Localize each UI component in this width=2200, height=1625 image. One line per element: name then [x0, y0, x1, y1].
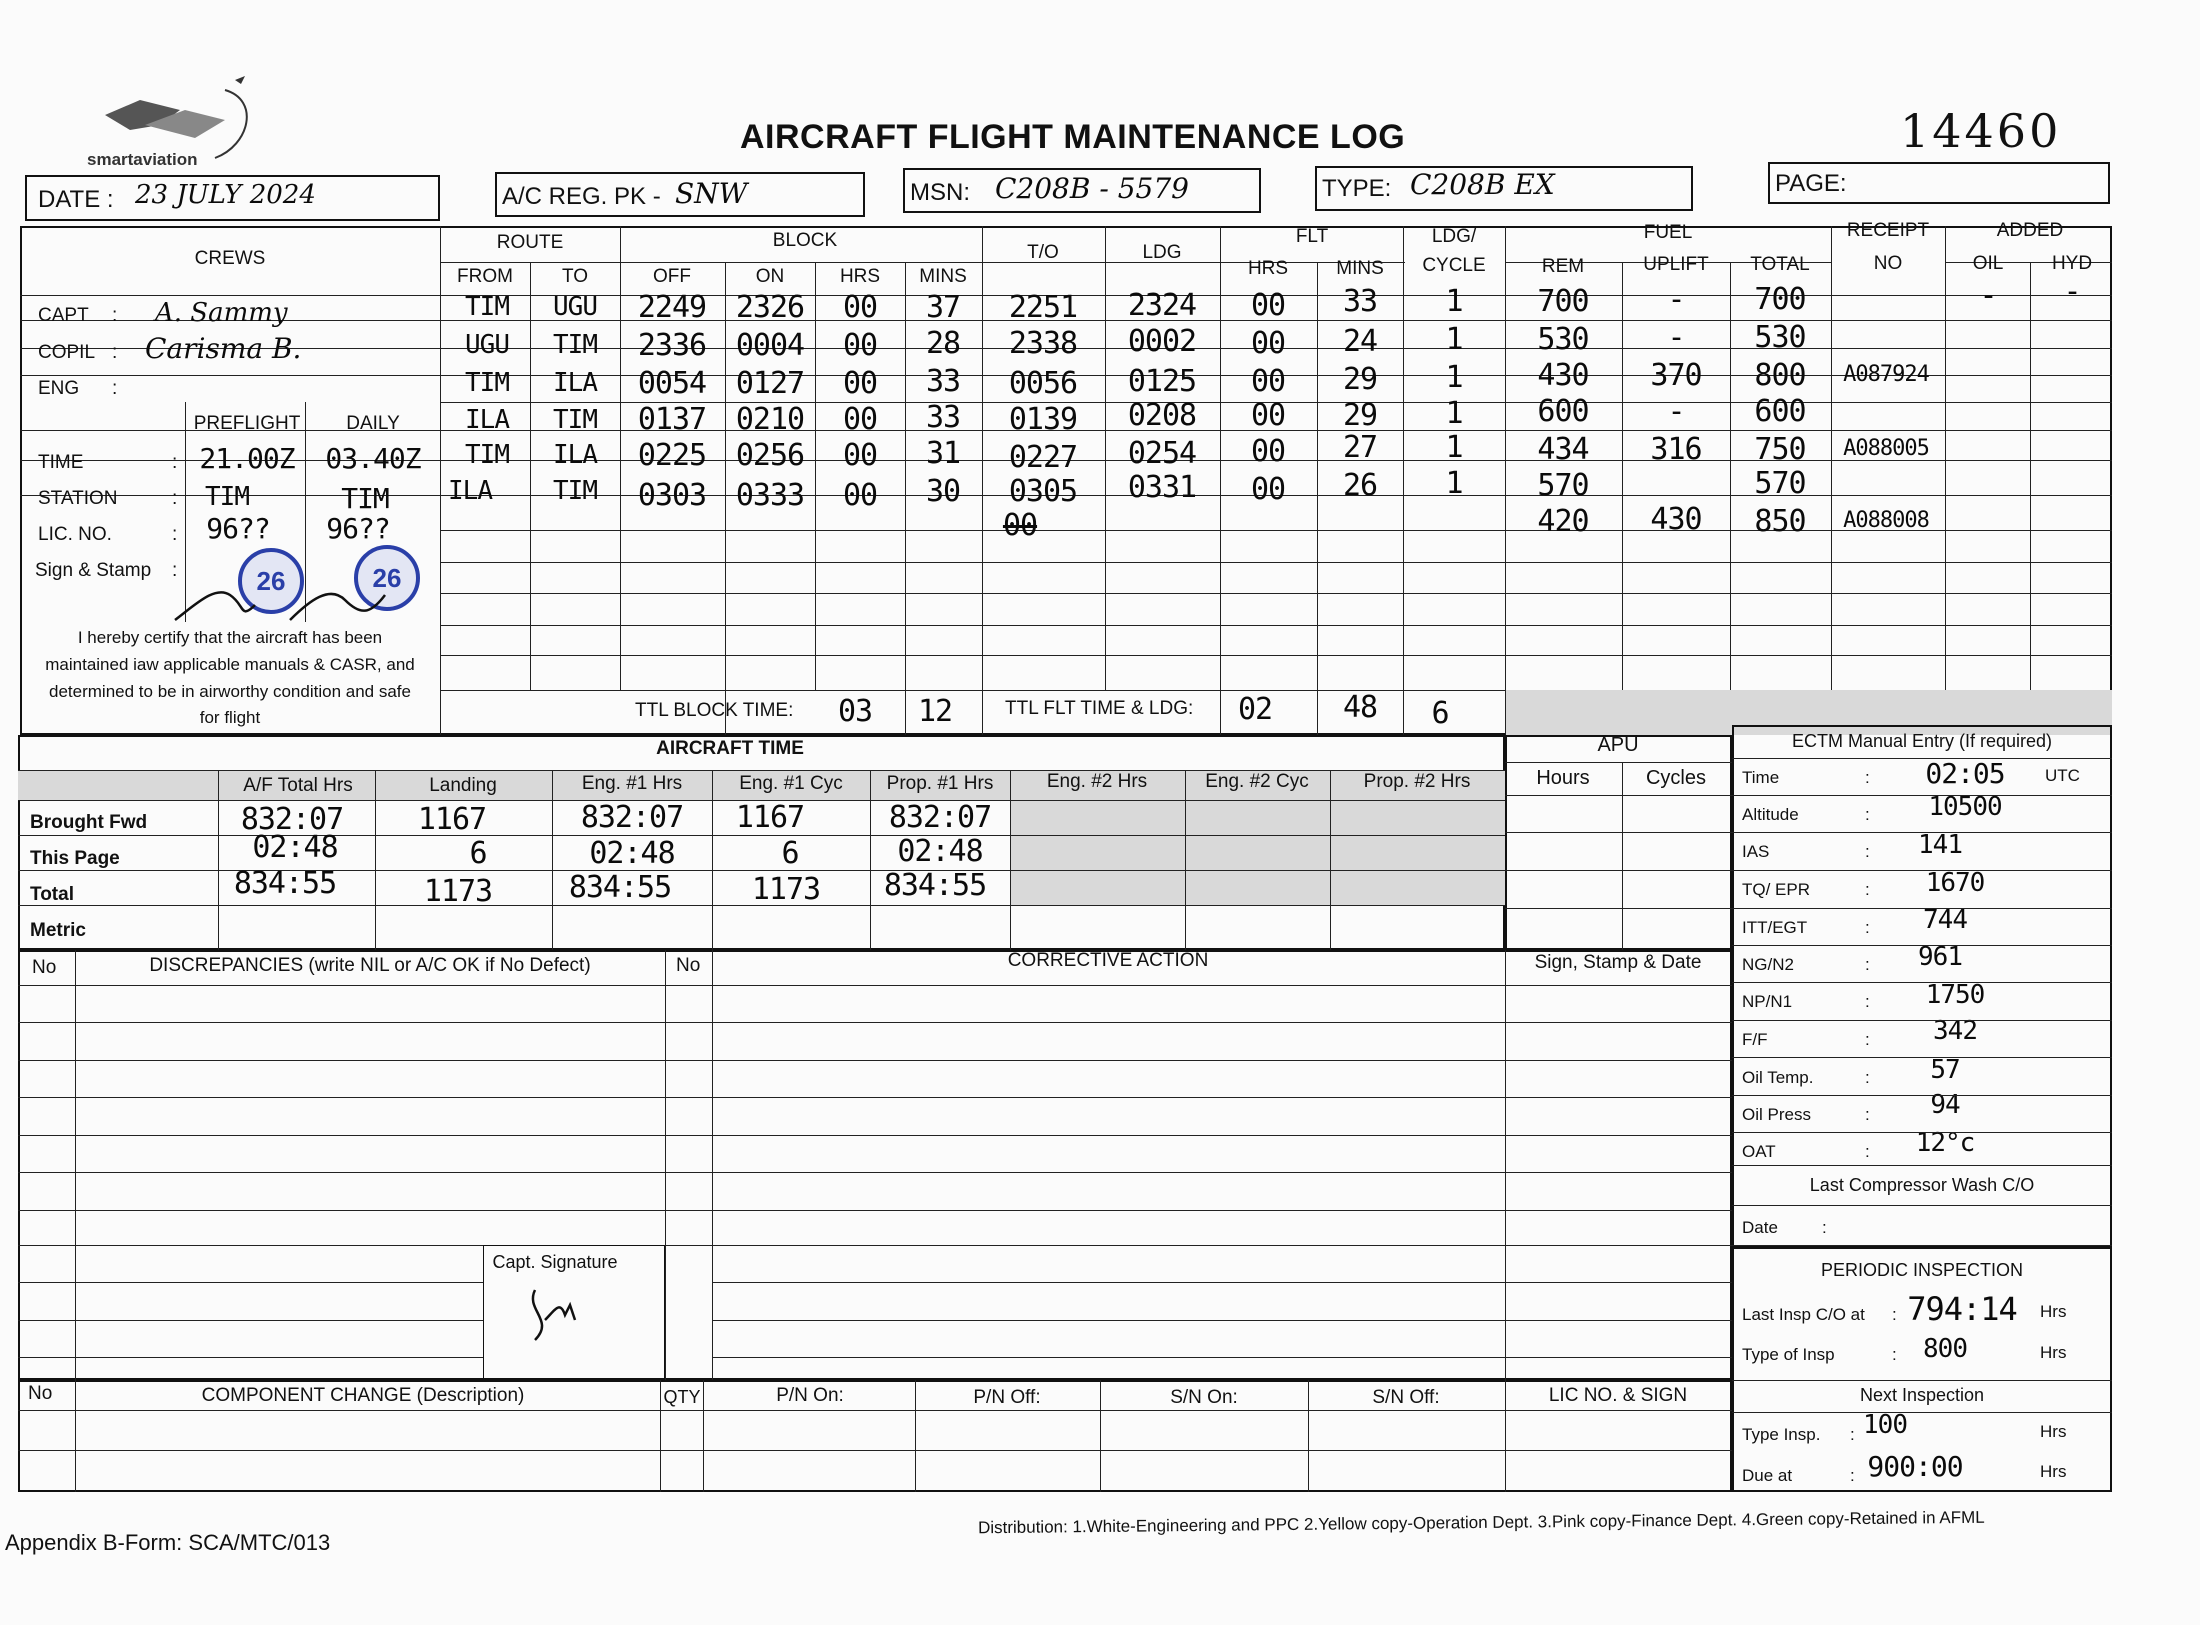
sign-stamp-label: Sign & Stamp	[35, 560, 152, 581]
daily-header: DAILY	[346, 413, 400, 434]
comp-no-header: No	[28, 1383, 53, 1404]
msn-label: MSN:	[910, 179, 970, 206]
at-cell[interactable]: 1173	[423, 874, 493, 909]
next-inspection-title: Next Inspection	[1859, 1385, 1985, 1405]
page-label: PAGE:	[1775, 170, 1847, 197]
at-cell[interactable]: 834:55	[233, 866, 337, 901]
ttl-flt-label: TTL FLT TIME & LDG:	[1005, 698, 1194, 719]
comp-sn-off: S/N Off:	[1372, 1387, 1440, 1408]
reg-label: A/C REG. PK -	[502, 183, 661, 210]
col-ldg: LDG	[1142, 242, 1182, 263]
corrective-title: CORRECTIVE ACTION	[1007, 950, 1209, 971]
at-cell[interactable]: 6	[469, 836, 487, 871]
date-label: DATE :	[38, 186, 114, 213]
col-fuel-total: TOTAL	[1750, 254, 1810, 275]
type-insp-hrs: Hrs	[2040, 1343, 2067, 1362]
ectm-ng-value[interactable]: 961	[1918, 942, 1962, 972]
at-col-prop2-hrs: Prop. #2 Hrs	[1363, 771, 1471, 792]
col-fuel: FUEL	[1643, 222, 1693, 243]
ectm-tq-label: TQ/ EPR	[1742, 880, 1811, 899]
ectm-oat-label: OAT	[1742, 1142, 1776, 1161]
ectm-utc: UTC	[2045, 766, 2080, 785]
appendix-label: Appendix B-Form: SCA/MTC/013	[5, 1530, 331, 1555]
col-block-mins: MINS	[919, 266, 967, 287]
certify-line-3: determined to be in airworthy condition and safe	[49, 682, 411, 701]
time-preflight[interactable]: 21.00Z	[199, 442, 295, 475]
eng-label: ENG	[38, 378, 80, 399]
station-label: STATION	[38, 488, 118, 509]
ttl-block-hrs[interactable]: 03	[837, 694, 873, 729]
stamp-preflight: 26	[238, 548, 304, 614]
ectm-np-value[interactable]: 1750	[1925, 980, 1985, 1010]
company-logo	[85, 70, 255, 170]
at-row-label: Brought Fwd	[30, 812, 148, 833]
lic-label: LIC. NO.	[38, 524, 112, 545]
ectm-ng-label: NG/N2	[1742, 955, 1794, 974]
disc-no-header: No	[32, 957, 57, 978]
ectm-oil-temp-value[interactable]: 57	[1930, 1055, 1960, 1085]
at-col-eng1-cyc: Eng. #1 Cyc	[739, 773, 843, 794]
reg-value[interactable]: SNW	[675, 177, 748, 210]
comp-pn-off: P/N Off:	[973, 1387, 1041, 1408]
form-number: 14460	[1900, 104, 2062, 158]
type-insp-value[interactable]: 800	[1923, 1334, 1967, 1364]
at-col-landing: Landing	[429, 775, 497, 796]
due-at-hrs: Hrs	[2040, 1462, 2067, 1481]
ttl-flt-mins[interactable]: 48	[1342, 690, 1378, 725]
at-cell[interactable]: 832:07	[240, 802, 344, 837]
ectm-itt-value[interactable]: 744	[1923, 905, 1967, 935]
capt-label: CAPT	[38, 305, 89, 326]
page-title: AIRCRAFT FLIGHT MAINTENANCE LOG	[740, 118, 1406, 156]
col-receipt-1: RECEIPT	[1846, 220, 1930, 241]
at-cell[interactable]: 02:48	[252, 830, 338, 865]
sign-stamp-date-title: Sign, Stamp & Date	[1534, 952, 1702, 973]
ectm-altitude-label: Altitude	[1742, 805, 1799, 824]
comp-lic-sign: LIC NO. & SIGN	[1548, 1385, 1688, 1406]
copil-label: COPIL	[38, 342, 96, 363]
col-ldg-cycle-2: CYCLE	[1422, 255, 1486, 276]
certify-line-2: maintained iaw applicable manuals & CASR, and	[45, 655, 415, 674]
col-block: BLOCK	[772, 230, 838, 251]
col-flt: FLT	[1295, 226, 1329, 247]
col-uplift: UPLIFT	[1643, 254, 1709, 275]
due-at-label: Due at	[1742, 1466, 1793, 1485]
col-hyd: HYD	[2051, 253, 2093, 274]
at-cell[interactable]: 1167	[735, 800, 805, 835]
ectm-tq-value[interactable]: 1670	[1925, 868, 1985, 898]
apu-cycles: Cycles	[1645, 767, 1707, 789]
at-col-eng2-hrs: Eng. #2 Hrs	[1046, 771, 1148, 792]
at-row-label: Total	[30, 884, 74, 905]
station-daily[interactable]: TIM	[341, 482, 389, 515]
disc-title: DISCREPANCIES (write NIL or A/C OK if No Defect)	[149, 955, 591, 976]
certify-line-4: for flight	[199, 708, 261, 727]
lic-daily[interactable]: 96??	[326, 512, 390, 545]
col-oil: OIL	[1972, 253, 2004, 274]
ectm-oil-press-label: Oil Press	[1742, 1105, 1811, 1124]
ectm-oil-temp-label: Oil Temp.	[1742, 1068, 1814, 1087]
next-type-label: Type Insp.	[1742, 1425, 1821, 1444]
next-type-hrs: Hrs	[2040, 1422, 2067, 1441]
type-insp-label: Type of Insp	[1742, 1345, 1835, 1364]
distribution-note: Distribution: 1.White-Engineering and PPC 2.Yellow copy-Operation Dept. 3.Pink copy-Finance Dept. 4.Green copy-Retained in AFML	[977, 1507, 1985, 1538]
ectm-itt-label: ITT/EGT	[1742, 918, 1808, 937]
col-to: TO	[561, 266, 589, 287]
col-ldg-cycle-1: LDG/	[1431, 226, 1477, 247]
ectm-oil-press-value[interactable]: 94	[1930, 1090, 1960, 1120]
at-col-af-total: A/F Total Hrs	[243, 775, 353, 796]
ttl-block-mins[interactable]: 12	[917, 694, 953, 729]
last-insp-value[interactable]: 794:14	[1907, 1290, 2017, 1328]
col-on: ON	[755, 266, 785, 287]
col-flt-mins: MINS	[1336, 258, 1384, 279]
compressor-date-label: Date	[1742, 1218, 1778, 1237]
lic-preflight[interactable]: 96??	[206, 512, 270, 545]
at-cell[interactable]: 832:07	[888, 800, 992, 835]
ectm-time-label: Time	[1742, 768, 1780, 787]
time-label: TIME	[38, 452, 84, 473]
at-cell[interactable]: 6	[781, 836, 799, 871]
ttl-block-label: TTL BLOCK TIME:	[635, 700, 794, 721]
apu-title: APU	[1597, 734, 1639, 756]
logo-text: smartaviation	[87, 150, 198, 169]
capt-signature-label: Capt. Signature	[492, 1252, 618, 1272]
msn-value[interactable]: C208B - 5579	[995, 172, 1189, 205]
compressor-wash-title: Last Compressor Wash C/O	[1809, 1175, 2035, 1195]
ectm-title: ECTM Manual Entry (If required)	[1791, 731, 2053, 751]
ectm-ff-label: F/F	[1742, 1030, 1768, 1049]
ectm-ff-value[interactable]: 342	[1933, 1016, 1977, 1046]
stamp-daily: 26	[354, 545, 420, 611]
at-col-eng2-cyc: Eng. #2 Cyc	[1205, 771, 1309, 792]
at-cell[interactable]: 1167	[417, 802, 487, 837]
certify-line-1: I hereby certify that the aircraft has been	[77, 628, 383, 647]
ttl-ldg[interactable]: 6	[1431, 696, 1449, 731]
corrective-no-header: No	[676, 955, 701, 976]
capt-value[interactable]: A. Sammy	[155, 298, 288, 328]
discrepancies-table	[18, 950, 1732, 1380]
ectm-ias-value[interactable]: 141	[1918, 830, 1962, 860]
col-rem: REM	[1541, 256, 1585, 277]
preflight-header: PREFLIGHT	[193, 413, 301, 434]
ectm-altitude-value[interactable]: 10500	[1928, 792, 2002, 822]
ectm-np-label: NP/N1	[1742, 992, 1793, 1011]
next-type-value[interactable]: 100	[1863, 1410, 1907, 1440]
due-at-value[interactable]: 900:00	[1867, 1450, 1963, 1483]
at-cell[interactable]: 834:55	[568, 870, 672, 905]
col-route: ROUTE	[496, 232, 564, 253]
crew-signatures	[170, 565, 400, 625]
periodic-title: PERIODIC INSPECTION	[1820, 1260, 2024, 1280]
ectm-panel	[1732, 725, 2112, 1247]
comp-qty: QTY	[663, 1387, 701, 1407]
at-cell[interactable]: 834:55	[883, 868, 987, 903]
at-cell[interactable]: 02:48	[897, 834, 983, 869]
col-flt-hrs: HRS	[1247, 258, 1289, 279]
col-crews: CREWS	[194, 248, 266, 269]
at-col-eng1-hrs: Eng. #1 Hrs	[581, 773, 683, 794]
col-block-hrs: HRS	[839, 266, 881, 287]
capt-signature	[515, 1280, 595, 1350]
at-col-prop1-hrs: Prop. #1 Hrs	[886, 773, 994, 794]
at-cell[interactable]: 1173	[751, 872, 821, 907]
comp-sn-on: S/N On:	[1170, 1387, 1238, 1408]
at-cell[interactable]: 832:07	[580, 800, 684, 835]
apu-hours: Hours	[1536, 767, 1590, 789]
ectm-time-value[interactable]: 02:05	[1925, 757, 2005, 790]
last-insp-hrs: Hrs	[2040, 1302, 2067, 1321]
ectm-ias-label: IAS	[1742, 842, 1770, 861]
station-preflight[interactable]: TIM	[205, 482, 249, 512]
date-value[interactable]: 23 JULY 2024	[135, 180, 316, 210]
ectm-oat-value[interactable]: 12°c	[1915, 1128, 1975, 1158]
at-cell[interactable]: 02:48	[589, 836, 675, 871]
col-receipt-2: NO	[1873, 253, 1903, 274]
at-row-label: Metric	[30, 920, 86, 941]
type-value[interactable]: C208B EX	[1410, 168, 1555, 201]
col-from: FROM	[457, 266, 513, 287]
time-daily[interactable]: 03.40Z	[325, 442, 421, 475]
copil-value[interactable]: Carisma B.	[145, 332, 302, 365]
ttl-flt-hrs[interactable]: 02	[1237, 692, 1273, 727]
at-row-label: This Page	[30, 848, 120, 869]
type-label: TYPE:	[1322, 175, 1392, 202]
comp-title: COMPONENT CHANGE (Description)	[201, 1385, 525, 1406]
col-off: OFF	[653, 266, 691, 287]
col-added: ADDED	[1996, 220, 2064, 241]
last-insp-label: Last Insp C/O at	[1742, 1305, 1865, 1324]
col-takeoff: T/O	[1027, 242, 1059, 263]
comp-pn-on: P/N On:	[776, 1385, 844, 1406]
aircraft-time-title: AIRCRAFT TIME	[656, 738, 804, 759]
